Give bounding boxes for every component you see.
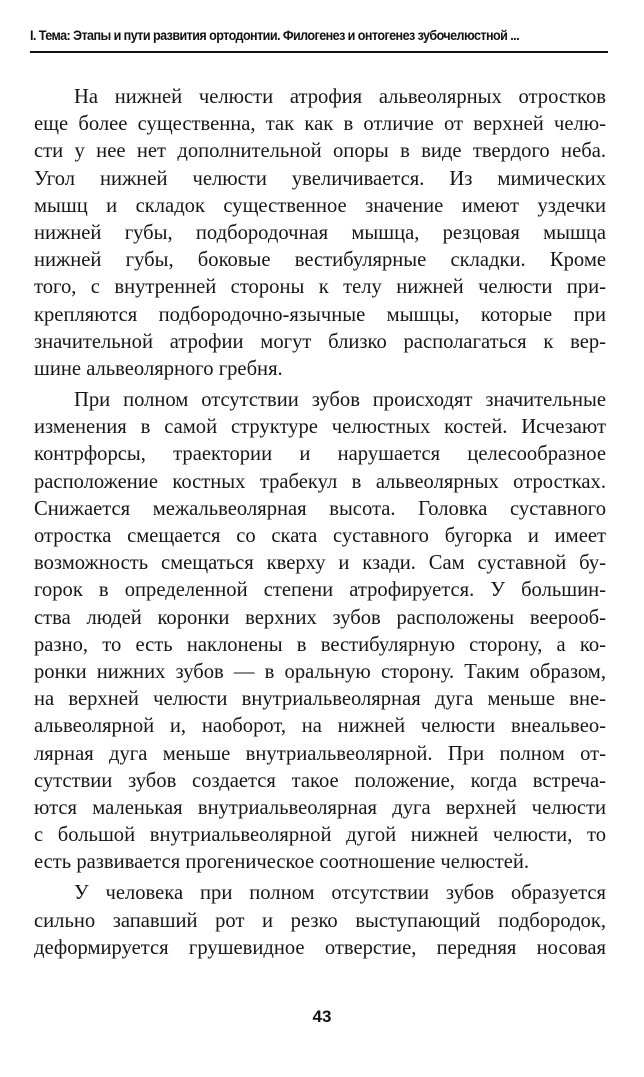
text-line: разно, то есть наклонены в вестибулярную сторону, а ко-: [34, 633, 606, 656]
text-line: Снижается межальвеолярная высота. Головка суставного: [34, 497, 606, 520]
text-line: ства людей коронки верхних зубов расположены веерооб-: [34, 606, 606, 629]
text-line: еще более существенна, так как в отличие от верхней челю-: [34, 113, 606, 136]
text-line: того, с внутренней стороны к телу нижней челюсти при-: [34, 276, 606, 299]
page-number: 43: [312, 1007, 332, 1026]
running-header: I. Тема: Этапы и пути развития ортодонтии. Филогенез и онтогенез зубочелюстной ...: [30, 28, 520, 43]
text-line: с большой внутриальвеолярной дугой нижней челюсти, то: [34, 824, 606, 847]
text-line: У человека при полном отсутствии зубов образуется: [74, 882, 606, 905]
text-line: крепляются подбородочно-язычные мышцы, которые при: [34, 303, 606, 326]
text-line: мышц и складок существенное значение имеют уздечки: [34, 194, 606, 217]
paragraph-2: [34, 387, 606, 876]
text-line: нижней губы, подбородочная мышца, резцовая мышца: [34, 221, 606, 244]
text-line: значительной атрофии могут близко располагаться к вер-: [34, 330, 606, 353]
text-line: альвеолярной и, наоборот, на нижней челюсти внеальвео-: [34, 715, 606, 738]
body-text: [34, 84, 606, 962]
text-line: есть развивается прогеническое соотношение челюстей.: [34, 851, 530, 874]
text-line: контрфорсы, траектории и нарушается целесообразное: [34, 443, 606, 466]
text-line: горок в определенной степени атрофируется. У большин-: [34, 579, 606, 602]
text-line: лярная дуга меньше внутриальвеолярной. При полном от-: [34, 742, 606, 765]
text-line: нижней губы, боковые вестибулярные складки. Кроме: [34, 249, 606, 272]
text-line: сти у нее нет дополнительной опоры в виде твердого неба.: [34, 140, 606, 163]
text-line: ются маленькая внутриальвеолярная дуга верхней челюсти: [34, 796, 606, 819]
text-line: Угол нижней челюсти увеличивается. Из мимических: [34, 167, 606, 190]
text-line: отростка смещается со ската суставного бугорка и имеет: [34, 525, 606, 547]
text-line: сутствии зубов создается такое положение, когда встреча-: [34, 769, 606, 792]
text-line: на верхней челюсти внутриальвеолярная дуга меньше вне-: [34, 688, 606, 711]
text-line: На нижней челюсти атрофия альвеолярных отростков: [74, 86, 606, 108]
text-line: возможность смещаться кверху и кзади. Сам суставной бу-: [34, 552, 606, 575]
text-line: При полном отсутствии зубов происходят значительные: [74, 389, 606, 412]
text-line: ронки нижних зубов — в оральную сторону. Таким образом,: [34, 660, 606, 683]
text-line: шине альвеолярного гребня.: [34, 357, 283, 380]
text-line: расположение костных трабекул в альвеолярных отростках.: [34, 470, 606, 493]
text-line: изменения в самой структуре челюстных костей. Исчезают: [34, 416, 606, 439]
text-line: деформируется грушевидное отверстие, передняя носовая: [34, 936, 606, 959]
paragraph-1: [34, 84, 606, 383]
text-line: сильно запавший рот и резко выступающий подбородок,: [34, 909, 606, 932]
paragraph-3: [34, 880, 606, 962]
header-rule: [30, 51, 608, 53]
